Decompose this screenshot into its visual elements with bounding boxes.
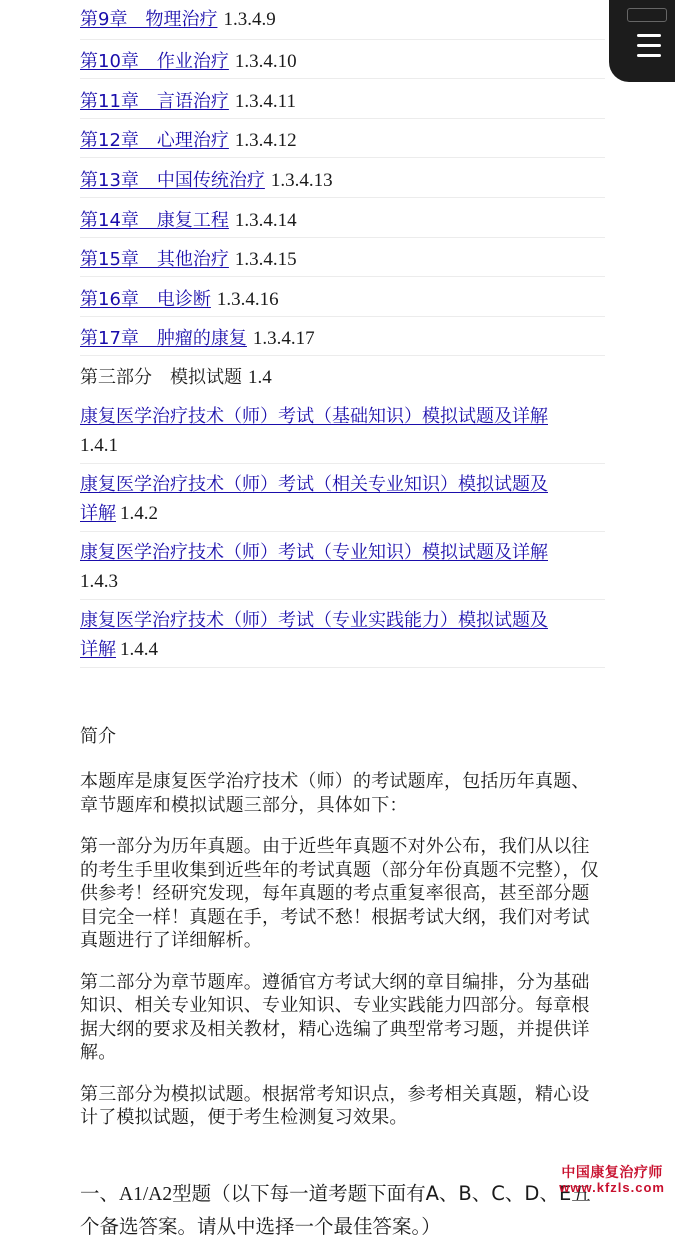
toc-chapter-link[interactable]: 第11章 言语治疗 (80, 90, 229, 112)
intro-paragraph: 第三部分为模拟试题。根据常考知识点，参考相关真题，精心设计了模拟试题，便于考生检测复习效果。 (80, 1083, 590, 1129)
mock-exam-link-cont[interactable]: 详解 (80, 503, 116, 525)
reader-content (80, 0, 605, 1243)
watermark-url: www.kfzls.com (559, 1180, 665, 1195)
mock-exam-link[interactable]: 康复医学治疗技术（师）考试（基础知识）模拟试题及详解 (80, 406, 548, 428)
toc-list (80, 0, 605, 356)
toc-item (80, 198, 605, 238)
mock-exam-number: 1.4.3 (80, 571, 118, 593)
toc-item (80, 40, 605, 80)
status-tag-icon (627, 8, 667, 22)
mock-exam-list (80, 396, 605, 668)
mock-exam-link-cont[interactable]: 详解 (80, 639, 116, 661)
toc-item (80, 0, 605, 40)
toc-section-number: 1.4 (248, 367, 272, 389)
toc-item (80, 277, 605, 317)
toc-item (80, 317, 605, 357)
toc-section-label: 第三部分 模拟试题 (80, 367, 242, 389)
intro-heading: 简介 (80, 726, 116, 748)
mock-exam-number: 1.4.1 (80, 435, 118, 457)
toc-item (80, 119, 605, 159)
toc-chapter-number: 1.3.4.14 (234, 209, 297, 231)
question-instruction: （以下每一道考题下面有A、B、C、D、E五个备选答案。请从中选择一个最佳答案。） (80, 1181, 591, 1238)
intro-paragraph: 第一部分为历年真题。由于近些年真题不对外公布，我们从以往的考生手里收集到近些年的考试真题（部分年份真题不完整），仅供参考！经研究发现，每年真题的考点重复率很高，甚至部分题目完全一样！真题在手，考试不愁！根据考试大纲，我们对考试真题进行了详细解析。 (80, 836, 599, 952)
toc-chapter-number: 1.3.4.16 (216, 288, 279, 310)
toc-chapter-link[interactable]: 第15章 其他治疗 (80, 249, 229, 271)
mock-exam-link[interactable]: 康复医学治疗技术（师）考试（专业实践能力）模拟试题及 (80, 610, 548, 632)
toc-section-3 (80, 356, 605, 396)
mock-exam-number: 1.4.4 (120, 639, 158, 661)
mock-exam-item (80, 600, 605, 668)
toc-item (80, 238, 605, 278)
mock-exam-item (80, 464, 605, 532)
mock-exam-link[interactable]: 康复医学治疗技术（师）考试（相关专业知识）模拟试题及 (80, 474, 548, 496)
toc-chapter-link[interactable]: 第14章 康复工程 (80, 209, 229, 231)
question-type-label: 一、A1/A2型题 (80, 1183, 212, 1205)
mock-exam-number: 1.4.2 (120, 503, 158, 525)
toc-chapter-link[interactable]: 第17章 肿瘤的康复 (80, 328, 247, 350)
toc-chapter-link[interactable]: 第9章 物理治疗 (80, 8, 218, 30)
toc-chapter-link[interactable]: 第16章 电诊断 (80, 288, 211, 310)
intro-body (80, 770, 605, 1130)
mock-exam-item (80, 396, 605, 464)
toc-chapter-number: 1.3.4.11 (234, 90, 296, 112)
toc-chapter-number: 1.3.4.10 (234, 51, 297, 73)
menu-button[interactable] (609, 0, 675, 82)
toc-chapter-number: 1.3.4.12 (234, 130, 297, 152)
mock-exam-link[interactable]: 康复医学治疗技术（师）考试（专业知识）模拟试题及详解 (80, 542, 548, 564)
watermark-title: 中国康复治疗师 (561, 1164, 663, 1180)
toc-chapter-link[interactable]: 第10章 作业治疗 (80, 51, 229, 73)
toc-chapter-number: 1.3.4.13 (270, 169, 333, 191)
toc-item (80, 158, 605, 198)
toc-chapter-number: 1.3.4.9 (223, 8, 276, 30)
toc-chapter-number: 1.3.4.15 (234, 249, 297, 271)
intro-paragraph: 本题库是康复医学治疗技术（师）的考试题库，包括历年真题、章节题库和模拟试题三部分，具体如下： (80, 771, 590, 816)
mock-exam-item (80, 532, 605, 600)
toc-chapter-number: 1.3.4.17 (252, 328, 315, 350)
question-section-heading (80, 1178, 605, 1243)
toc-item (80, 79, 605, 119)
intro-paragraph: 第二部分为章节题库。遵循官方考试大纲的章目编排，分为基础知识、相关专业知识、专业知识、专业实践能力四部分。每章根据大纲的要求及相关教材，精心选编了典型常考习题，并提供详解。 (80, 971, 590, 1064)
toc-chapter-link[interactable]: 第12章 心理治疗 (80, 130, 229, 152)
toc-chapter-link[interactable]: 第13章 中国传统治疗 (80, 169, 265, 191)
site-watermark (559, 1164, 665, 1196)
